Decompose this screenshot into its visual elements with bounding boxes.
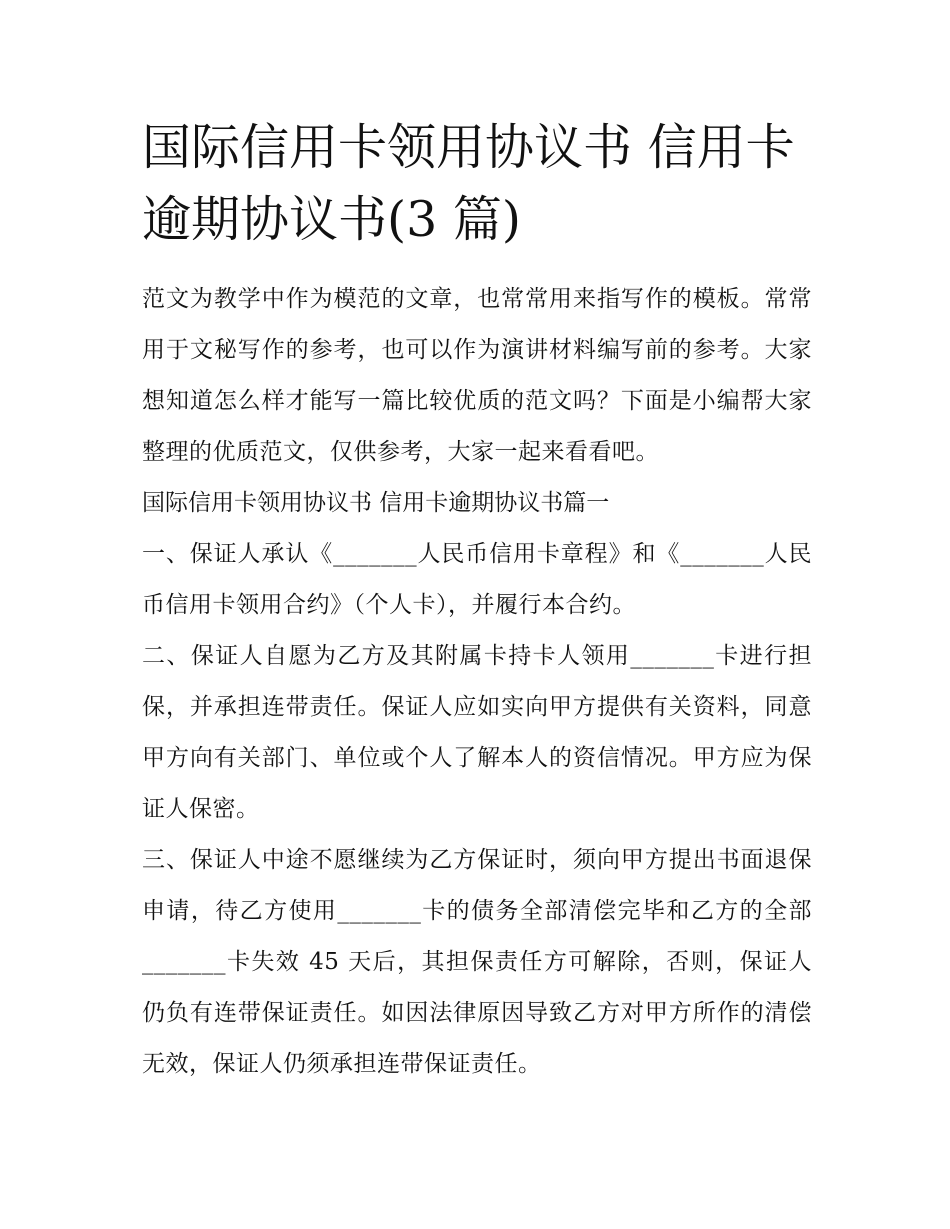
document-page [142, 112, 812, 1090]
intro-paragraph: 范文为教学中作为模范的文章，也常常用来指写作的模板。常常用于文秘写作的参考，也可以作为演讲材料编写前的参考。大家想知道怎么样才能写一篇比较优质的范文吗？下面是小编帮大家整理的优质范文，仅供参考，大家一起来看看吧。 [142, 286, 812, 465]
clause-2: 二、保证人自愿为乙方及其附属卡持卡人领用_______卡进行担保，并承担连带责任。保证人应如实向甲方提供有关资料，同意甲方向有关部门、单位或个人了解本人的资信情况。甲方应为保证人保密。 [142, 643, 812, 822]
document-title: 国际信用卡领用协议书 信用卡逾期协议书(3 篇) [142, 119, 795, 248]
clause-3: 三、保证人中途不愿继续为乙方保证时，须向甲方提出书面退保申请，待乙方使用_______卡的债务全部清偿完毕和乙方的全部_______卡失效 45 天后，其担保责任方可解除，否则，保证人仍负有连带保证责任。如因法律原因导致乙方对甲方所作的清偿无效，保证人仍须承担连带保证责任。 [142, 847, 812, 1077]
clause-1: 一、保证人承认《_______人民币信用卡章程》和《_______人民币信用卡领用合约》（个人卡），并履行本合约。 [142, 541, 812, 618]
document-body [142, 274, 812, 1090]
section-heading: 国际信用卡领用协议书 信用卡逾期协议书篇一 [142, 490, 610, 516]
